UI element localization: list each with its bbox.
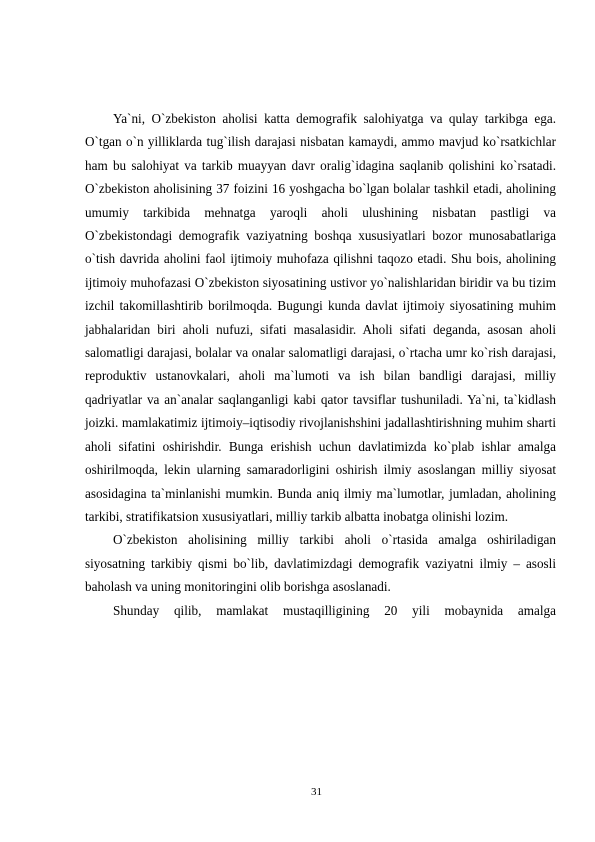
paragraph-3: Shunday qilib, mamlakat mustaqilligining 20 yili mobaynida amalga <box>113 602 556 618</box>
paragraph-2: O`zbekiston aholisining milliy tarkibi aholi o`rtasida amalga oshiriladigan siyosatning tarkibiy qismi bo`lib, davlatimizdagi demografik vaziyatni ilmiy – asosli baholash va uning monitoringini olib borishga asoslanadi. <box>85 532 556 595</box>
paragraph-1: Ya`ni, O`zbekiston aholisi katta demografik salohiyatga va qulay tarkibga ega. O`tgan o`n yilliklarda tug`ilish darajasi nisbatan kamaydi, ammo mavjud ko`rsatkichlar ham bu salohiyat va tarkib muayyan davr oralig`idagina saqlanib qolishini ko`rsatadi. O`zbekiston aholisining 37 foizini 16 yoshgacha bo`lgan bolalar tashkil etadi, aholining umumiy tarkibida mehnatga yaroqli aholi ulushining nisbatan pastligi va O`zbekistondagi demografik vaziyatning boshqa xususiyatlari bozor munosabatlariga o`tish davrida aholini faol ijtimoiy muhofaza qilishni taqozo etadi. Shu bois, aholining ijtimoiy muhofazasi O`zbekiston siyosatining ustivor yo`nalishlaridan biridir va bu tizim izchil takomillashtirib borilmoqda. Bugungi kunda davlat ijtimoiy siyosatining muhim jabhalaridan biri aholi nufuzi, sifati masalasidir. Aholi sifati deganda, asosan aholi salomatligi darajasi, bolalar va onalar salomatligi darajasi, o`rtacha umr ko`rish darajasi, reproduktiv ustanovkalari, aholi ma`lumoti va ish bilan bandligi darajasi, milliy qadriyatlar va an`analar saqlanganligi kabi qator tavsiflar tushuniladi. Ya`ni, ta`kidlash joizki. mamlakatimiz ijtimoiy–iqtisodiy rivojlanishshini jadallashtirishning muhim sharti aholi sifatini oshirishdir. Bunga erishish uchun davlatimizda ko`plab ishlar amalga oshirilmoqda, lekin ularning samaradorligini oshirish ilmiy asoslangan milliy siyosat asosidagina ta`minlanishi mumkin. Bunda aniq ilmiy ma`lumotlar, jumladan, aholining tarkibi, stratifikatsion xususiyatlari, milliy tarkib albatta inobatga olinishi lozim. <box>85 111 556 524</box>
page-number: 31 <box>311 786 322 798</box>
body-text <box>85 107 556 622</box>
